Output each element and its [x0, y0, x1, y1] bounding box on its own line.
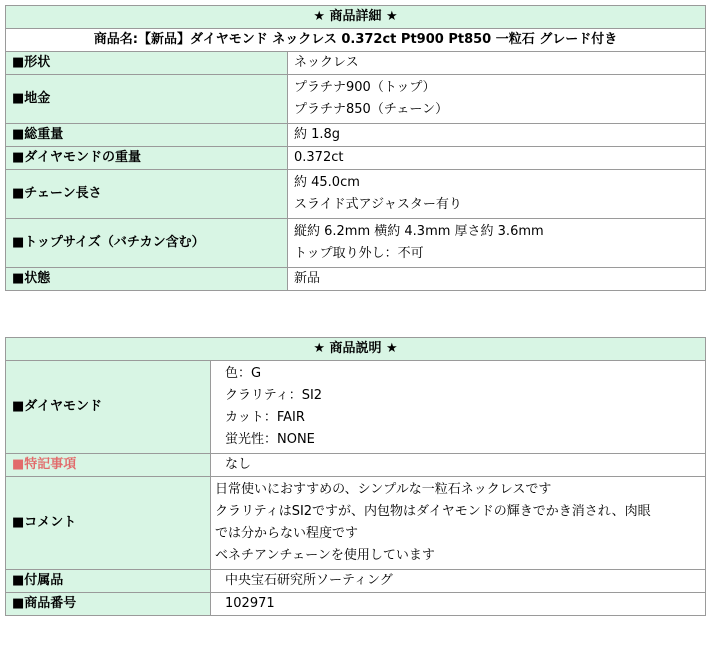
spec-value-line: スライド式アジャスター有り — [294, 197, 462, 212]
desc-value — [211, 454, 706, 477]
desc-row-product-number — [6, 593, 706, 616]
spec-row-diamond-weight — [6, 147, 706, 170]
spec-value — [288, 124, 706, 147]
desc-row-accessories — [6, 570, 706, 593]
desc-value — [211, 570, 706, 593]
spec-value-line: トップ取り外し：不可 — [294, 246, 424, 261]
star-icon: ★ — [386, 341, 398, 356]
star-icon: ★ — [386, 9, 398, 24]
spec-label: ■総重量 — [6, 124, 288, 147]
desc-value — [211, 361, 706, 454]
desc-label: ■商品番号 — [6, 593, 211, 616]
spec-value — [288, 52, 706, 75]
spec-value — [288, 219, 706, 268]
star-icon: ★ — [313, 9, 325, 24]
spec-value-line: 約 45.0cm — [294, 175, 360, 190]
spec-label: ■形状 — [6, 52, 288, 75]
spec-row-metal — [6, 75, 706, 124]
details-header — [6, 6, 706, 29]
spec-row-shape — [6, 52, 706, 75]
spec-value-line: 約 1.8g — [294, 127, 341, 142]
desc-value-line: 102971 — [225, 596, 275, 611]
desc-value-line: 日常使いにおすすめの、シンプルな一粒石ネックレスです — [215, 482, 552, 497]
spec-value — [288, 147, 706, 170]
desc-value-line: なし — [225, 457, 252, 472]
spec-row-top-size — [6, 219, 706, 268]
spec-value-line: プラチナ850（チェーン） — [294, 102, 449, 117]
spec-value — [288, 170, 706, 219]
spec-value — [288, 75, 706, 124]
desc-value-line: 色：G — [225, 366, 262, 381]
desc-value — [211, 593, 706, 616]
description-table — [5, 337, 706, 616]
spec-value-line: 縦約 6.2mm 横約 4.3mm 厚さ約 3.6mm — [294, 224, 544, 239]
details-header-title: 商品詳細 — [329, 9, 382, 24]
desc-value-line: では分からない程度です — [215, 526, 359, 541]
spec-label: ■トップサイズ（バチカン含む） — [6, 219, 288, 268]
desc-value-line: クラリティはSI2ですが、内包物はダイヤモンドの輝きでかき消され、肉眼 — [215, 504, 651, 519]
spec-label: ■ダイヤモンドの重量 — [6, 147, 288, 170]
desc-value-line: クラリティ：SI2 — [225, 388, 323, 403]
spec-value-line: ネックレス — [294, 55, 359, 70]
spec-row-chain-length — [6, 170, 706, 219]
product-name: 商品名:【新品】ダイヤモンド ネックレス 0.372ct Pt900 Pt850 一粒石 グレード付き — [6, 29, 706, 52]
desc-row-comment — [6, 477, 706, 570]
description-header — [6, 338, 706, 361]
spec-label: ■状態 — [6, 268, 288, 291]
spec-label: ■チェーン長さ — [6, 170, 288, 219]
desc-value-line: 中央宝石研究所ソーティング — [225, 573, 393, 588]
spec-row-condition — [6, 268, 706, 291]
description-header-title: 商品説明 — [329, 341, 382, 356]
desc-label: ■ダイヤモンド — [6, 361, 211, 454]
spec-label: ■地金 — [6, 75, 288, 124]
spec-row-total-weight — [6, 124, 706, 147]
details-table — [5, 5, 706, 291]
spec-value-line: 新品 — [294, 271, 321, 286]
spec-value-line: 0.372ct — [294, 150, 344, 165]
desc-value — [211, 477, 706, 570]
desc-value-line: 蛍光性：NONE — [225, 432, 315, 447]
desc-value-line: カット：FAIR — [225, 410, 305, 425]
desc-label-notes: ■特記事項 — [6, 454, 211, 477]
spec-value — [288, 268, 706, 291]
spec-value-line: プラチナ900（トップ） — [294, 80, 436, 95]
desc-value-line: ベネチアンチェーンを使用しています — [215, 548, 435, 563]
desc-row-diamond — [6, 361, 706, 454]
desc-label: ■付属品 — [6, 570, 211, 593]
star-icon: ★ — [313, 341, 325, 356]
desc-row-notes — [6, 454, 706, 477]
desc-label: ■コメント — [6, 477, 211, 570]
